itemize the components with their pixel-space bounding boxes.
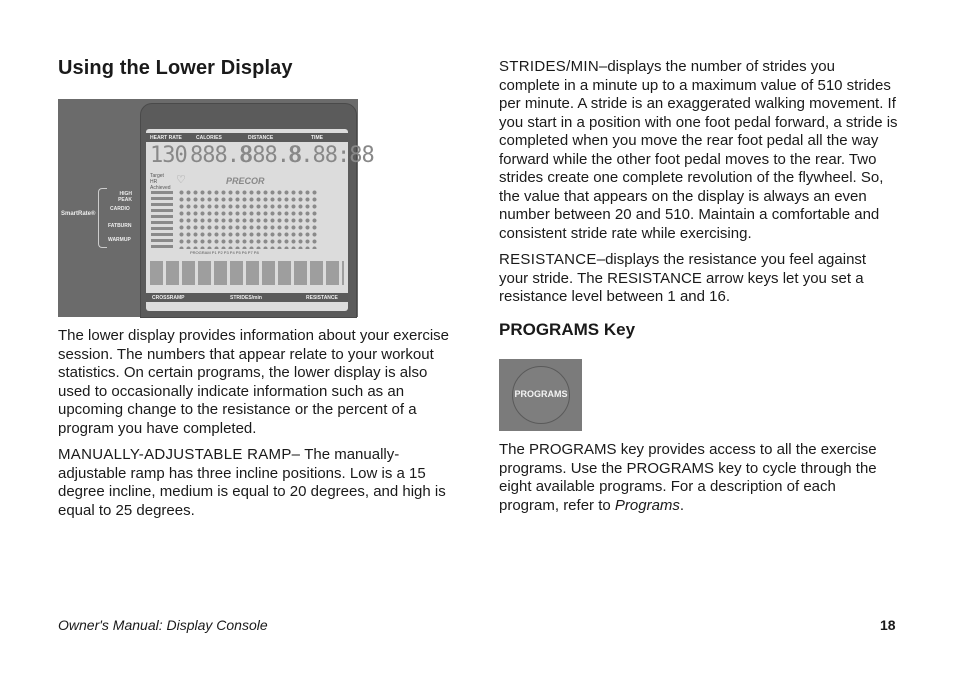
intro-paragraph — [58, 327, 458, 438]
level-bars — [151, 191, 173, 249]
console-display-image — [58, 99, 374, 317]
programs-end: . — [679, 496, 685, 514]
programs-text-block — [499, 441, 899, 523]
right-column — [499, 58, 899, 315]
program-dot-grid — [178, 189, 318, 249]
resistance-lead: RESISTANCE — [499, 251, 597, 268]
ramp-lead: MANUALLY-ADJUSTABLE RAMP– — [58, 446, 301, 463]
brand-logo: PRECOR — [226, 176, 265, 186]
ramp-text: The manually-adjustable ramp has three incline positions. Low is a 15 degree incline, medium is equal to 20 degrees, and high is equal to 25 degrees. — [58, 446, 446, 519]
heart-icon: ♡ — [176, 174, 186, 186]
ramp-paragraph — [58, 446, 458, 520]
programs-reference: Programs — [614, 496, 680, 514]
left-column — [58, 327, 458, 528]
lcd-panel — [146, 129, 374, 311]
footer-title: Owner's Manual: Display Console — [58, 617, 268, 633]
side-label-fatburn: FATBURN — [108, 223, 132, 229]
strides-text: –displays the number of strides you complete in a minute up to a maximum value of 510 strides per minute. A stride is an exaggerated walking movement. If you start in a position with one foot pedal forward, a stride is completed when you move the rear foot pedal all the way forward while the other foot pedal moves to the rear. Two strides create one complete revolution of the flywheel. So, the value that appears on the display is always an even number between 20 and 510. Maintain a comfortable and consistent stride rate while exercising. — [499, 58, 898, 242]
side-label-cardio: CARDIO — [110, 206, 130, 212]
digits-calories: 888.8 — [190, 143, 252, 168]
side-label-warmup: WARMUP — [108, 237, 131, 243]
strides-paragraph — [499, 58, 899, 243]
programs-button-label: PROGRAMS — [514, 389, 568, 399]
target-hr-label: Target HR Achieved — [150, 173, 171, 191]
intro-text: The lower display provides information about your exercise session. The numbers that appear relate to your workout statistics. On certain programs, the lower display is also used to occasionally indicate information such as an upcoming change to the resistance or the percent of a program you have completed. — [58, 327, 450, 437]
message-segment-row — [150, 261, 344, 285]
lcd-bottom-bar — [146, 293, 348, 302]
programs-paragraph — [499, 441, 899, 515]
programs-text: The PROGRAMS key provides access to all the exercise programs. Use the PROGRAMS key to cycle through the eight available programs. For a description of each program, refer to — [499, 441, 877, 514]
page-number: 18 — [880, 617, 896, 633]
label-strides-min: STRIDES/min — [230, 295, 262, 301]
side-label-high-peak: HIGH PEAK — [118, 191, 132, 203]
resistance-text: –displays the resistance you feel against your stride. The RESISTANCE arrow keys let you set a resistance level between 1 and 16. — [499, 251, 867, 305]
programs-key-image — [499, 359, 582, 431]
strides-lead: STRIDES/MIN — [499, 58, 599, 75]
label-resistance: RESISTANCE — [306, 295, 338, 301]
label-time: TIME — [311, 135, 323, 141]
digits-heart-rate: 130 — [150, 143, 187, 168]
label-distance: DISTANCE — [248, 135, 274, 141]
programs-button[interactable] — [512, 366, 570, 424]
program-row: PROGRAM P1 P2 P3 P4 P5 P6 P7 P8 — [190, 250, 259, 255]
lcd-top-bar — [146, 133, 348, 142]
smartrate-label: SmartRate® — [61, 211, 96, 217]
smartrate-bracket — [98, 188, 107, 248]
label-calories: CALORIES — [196, 135, 222, 141]
label-heart-rate: HEART RATE — [150, 135, 182, 141]
resistance-paragraph — [499, 251, 899, 307]
page-title: Using the Lower Display — [58, 57, 293, 79]
label-crossramp: CROSSRAMP — [152, 295, 185, 301]
digits-time: 8.88:88 — [288, 143, 374, 168]
digits-distance: 888.8 — [240, 143, 302, 168]
programs-key-heading: PROGRAMS Key — [499, 320, 636, 339]
